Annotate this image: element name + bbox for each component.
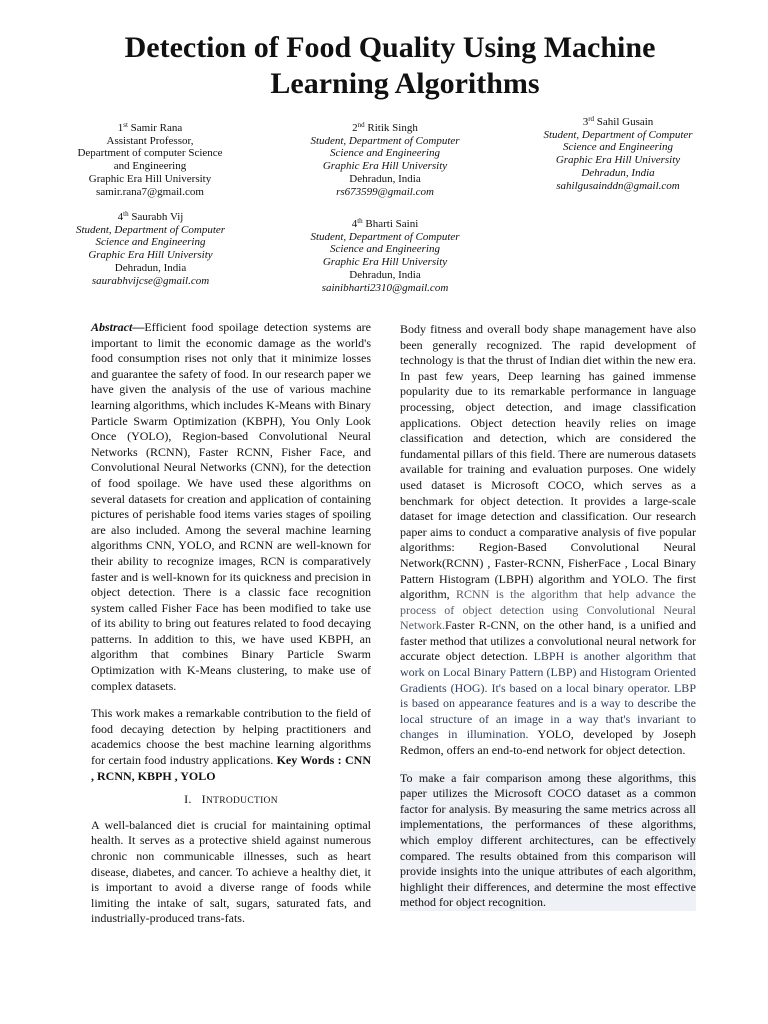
author-affiliation: Student, Department of Computer (75, 223, 226, 236)
section-numeral: I. (184, 792, 192, 807)
lbph-description: LBPH is another algorithm that work on Local Binary Pattern (LBP) and Histogram Oriented Gradients (HOG). It's based on a local binary operator. LBP is based on appearance features and is a way to describe the local structure of an image in a way that's invariant to changes in illumination. (400, 649, 697, 742)
author-city: Dehradun, India (349, 268, 421, 281)
author-email: rs673599@gmail.com (336, 185, 434, 198)
author-block-1 (60, 122, 240, 198)
author-name: 4th Saurabh Vij (117, 210, 184, 223)
author-block-3 (523, 116, 713, 192)
author-city: Dehradun, India (349, 172, 421, 185)
author-affiliation: and Engineering (113, 160, 187, 173)
author-affiliation: Student, Department of Computer (310, 230, 460, 243)
contribution-paragraph (91, 706, 371, 784)
author-affiliation: Assistant Professor, (106, 134, 194, 147)
author-affiliation: Graphic Era Hill University (88, 172, 212, 185)
author-block-5 (295, 218, 475, 294)
author-affiliation: Student, Department of Computer (310, 134, 460, 147)
section-first-letter: I (201, 792, 206, 807)
author-name: 2nd Ritik Singh (352, 121, 418, 134)
intro-paragraph: A well-balanced diet is crucial for maintaining optimal health. It serves as a protective shield against numerous chronic non communicable illnesses, such as heart disease, diabetes, and cancer. To achieve a healthy diet, it is important to avoid a diverse range of foods while limiting the intake of salt, sugars, saturated fats, and industrially-produced trans-fats. (91, 817, 371, 926)
author-affiliation: Science and Engineering (330, 243, 440, 256)
author-affiliation: Science and Engineering (95, 236, 206, 249)
author-block-4 (63, 211, 238, 287)
abstract-label: Abstract (91, 320, 133, 334)
author-affiliation: Graphic Era Hill University (555, 154, 681, 167)
author-email: samir.rana7@gmail.com (96, 185, 204, 198)
keywords: Key Words : CNN , RCNN, KBPH , YOLO (91, 753, 371, 783)
author-affiliation: Student, Department of Computer (543, 128, 693, 141)
body-text: Body fitness and overall body shape management have also been generally recognized. The rapid development of technology is that the thrust of Indian diet within the new era. In past few years, Deep learning has gained immense popularity due to its remarkable performance in language processing, object detection, and image classification applications. Object detection heavily relies on image classification and detection, which are considered the fundamental pillars of this field. There are numerous datasets available for training and evaluation purposes. One widely used dataset is Microsoft COCO, which serves as a benchmark for object detection. It provides a large-scale dataset for image detection and classification. Our research paper aims to conduct a comparative analysis of five popular algorithms: Region-Based Convolutional Neural Network(RCNN) , Faster-RCNN, FisherFace , Local Binary Pattern Histogram (LBPH) algorithm and YOLO. The first algorithm, (400, 322, 696, 602)
author-affiliation: Science and Engineering (563, 141, 673, 154)
abstract-paragraph (91, 320, 371, 694)
body-text: Faster R-CNN, on the other hand, is a unified and faster method that utilizes a convolutional neural network for accurate object detection. (400, 618, 696, 664)
author-name: 4th Bharti Saini (351, 217, 419, 230)
author-city: Dehradun, India (114, 261, 187, 274)
body-paragraph-2: To make a fair comparison among these algorithms, this paper utilizes the Microsoft COCO dataset as a common factor for analysis. By measuring the same metrics across all implementations, the performances of these algorithms, which employ different architectures, can be effectively compared. The results obtained from this comparison will provide insights into the unique attributes of each algorithm, highlight their differences, and determine the most effective method for object recognition. (400, 770, 696, 910)
contribution-text: This work makes a remarkable contribution to the field of food decaying detection by helping practitioners and academics choose the best machine learning algorithms for certain food industry applications. (91, 706, 371, 768)
paper-title-line-2: Learning Algorithms (270, 67, 540, 100)
section-title-rest: NTRODUCTION (205, 796, 278, 807)
rcnn-description: RCNN is the algorithm that help advance the process of object detection using Convolutional Neural Network. (400, 587, 696, 633)
paper-title-line-1: Detection of Food Quality Using Machine (124, 31, 656, 64)
author-name: 1st Samir Rana (117, 121, 183, 134)
author-email: sainibharti2310@gmail.com (321, 281, 449, 294)
section-heading-introduction (91, 792, 371, 810)
author-block-2 (295, 122, 475, 198)
paper-title (40, 30, 740, 102)
left-column (91, 320, 371, 927)
author-affiliation: Dehradun, India (581, 166, 655, 179)
abstract-text: Efficient food spoilage detection systems are important to limit the economic damage as the world's food consumption rises not only that it minimize losses and guarantee the safety of food. In our research paper we have given the analysis of the use of various machine learning algorithms, which includes K-Means with Binary Particle Swarm Optimization (KBPH), You Only Look Once (YOLO), Region-based Convolutional Neural Networks (RCNN), Faster RCNN, Fisher Face, and Convolutional Neural Networks (CNN), for the detection of food spoilage. We have used these algorithms on several datasets for creation and application of containing pictures of perishable food items varies stages of spoiling are also included. Among the several machine learning algorithms CNN, YOLO, and RCNN are well-known for their ability to recognize images, RCN is comparatively faster and is well-known for its quickness and precision in object detection. There is a classic face recognition system called Fisher Face has been modified to take use of its ability to bring out features related to food decaying patterns. In addition to this, we have used KBPH, an algorithm that combines Binary Particle Swarm Optimization with K-Means clustering, to make use of complex datasets. (91, 320, 371, 693)
author-affiliation: Graphic Era Hill University (322, 256, 448, 269)
author-email: sahilgusainddn@gmail.com (556, 179, 680, 192)
abstract-dash: — (132, 320, 145, 334)
author-email: saurabhvijcse@gmail.com (91, 274, 210, 287)
body-paragraph-1 (400, 322, 696, 759)
author-name: 3rd Sahil Gusain (582, 115, 654, 128)
author-affiliation: Science and Engineering (330, 147, 440, 160)
author-affiliation: Graphic Era Hill University (88, 249, 213, 262)
author-affiliation: Department of computer Science (77, 147, 223, 160)
body-text: YOLO, developed by Joseph Redmon, offers an end-to-end network for object detection. (400, 727, 696, 758)
author-affiliation: Graphic Era Hill University (322, 160, 448, 173)
right-column (400, 322, 696, 911)
